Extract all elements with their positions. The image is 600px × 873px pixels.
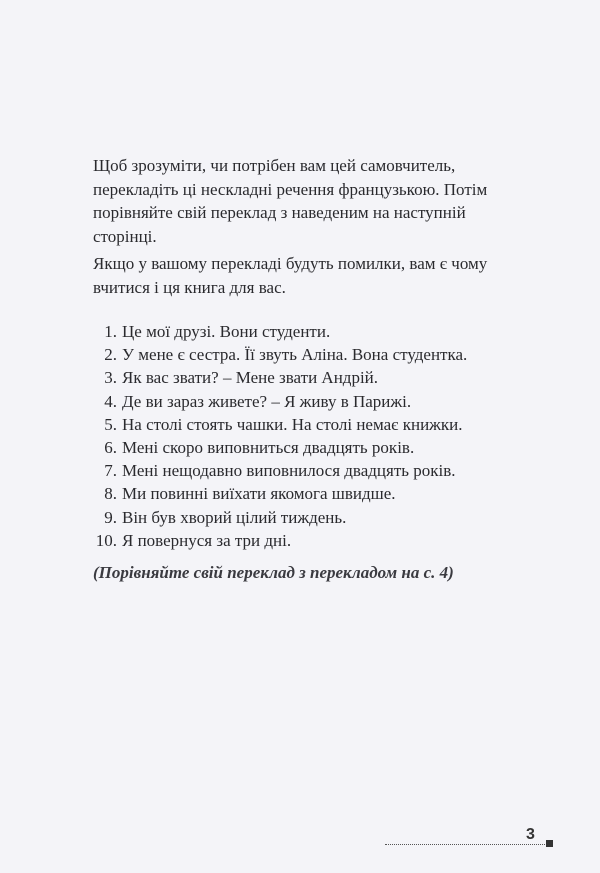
item-number: 9. <box>104 507 117 527</box>
footer-square-marker <box>546 840 553 847</box>
list-item <box>93 390 467 413</box>
item-number: 6. <box>104 438 117 458</box>
list-item <box>93 506 467 529</box>
item-number: 3. <box>104 368 117 388</box>
list-item <box>93 459 467 482</box>
list-item <box>93 320 467 343</box>
intro-paragraph <box>93 154 487 300</box>
item-number: 8. <box>104 484 117 504</box>
list-item <box>93 366 467 389</box>
footer-dotted-rule <box>385 844 545 845</box>
sentence-list <box>93 320 467 552</box>
item-number: 1. <box>104 322 117 341</box>
reference-note: (Порівняйте свій переклад з перекладом на с. 4) <box>93 563 454 582</box>
item-text: Я повернуся за три дні. <box>122 530 292 550</box>
item-text: Мені нещодавно виповнилося двадцять років. <box>122 461 456 481</box>
item-text: Це мої друзі. Вони студенти. <box>122 322 331 341</box>
list-item <box>93 413 467 436</box>
item-number: 4. <box>104 391 117 411</box>
page-number: 3 <box>526 826 535 843</box>
item-number: 7. <box>104 461 117 481</box>
item-text: Він був хворий цілий тиждень. <box>122 507 347 527</box>
item-number: 2. <box>104 345 117 365</box>
item-text: Мені скоро виповниться двадцять років. <box>122 438 415 458</box>
item-text: У мене є сестра. Її звуть Аліна. Вона студентка. <box>122 345 468 365</box>
intro-line: Якщо у вашому перекладі будуть помилки, вам є чому <box>93 254 488 274</box>
item-number: 10. <box>95 530 117 550</box>
intro-line: перекладіть ці нескладні речення французькою. Потім <box>93 179 488 199</box>
item-text: Ми повинні виїхати якомога швидше. <box>122 484 396 504</box>
intro-line: вчитися і ця книга для вас. <box>93 277 286 297</box>
intro-line: порівняйте свій переклад з наведеним на наступній <box>93 203 466 223</box>
list-item <box>93 529 467 552</box>
item-text: На столі стоять чашки. На столі немає книжки. <box>122 414 463 434</box>
item-text: Як вас звати? – Мене звати Андрій. <box>122 368 379 388</box>
intro-line: Щоб зрозуміти, чи потрібен вам цей самовчитель, <box>93 156 456 175</box>
intro-line: сторінці. <box>93 226 157 246</box>
list-item <box>93 436 467 459</box>
list-item <box>93 482 467 505</box>
item-text: Де ви зараз живете? – Я живу в Парижі. <box>122 391 412 411</box>
item-number: 5. <box>104 414 117 434</box>
list-item <box>93 343 467 366</box>
